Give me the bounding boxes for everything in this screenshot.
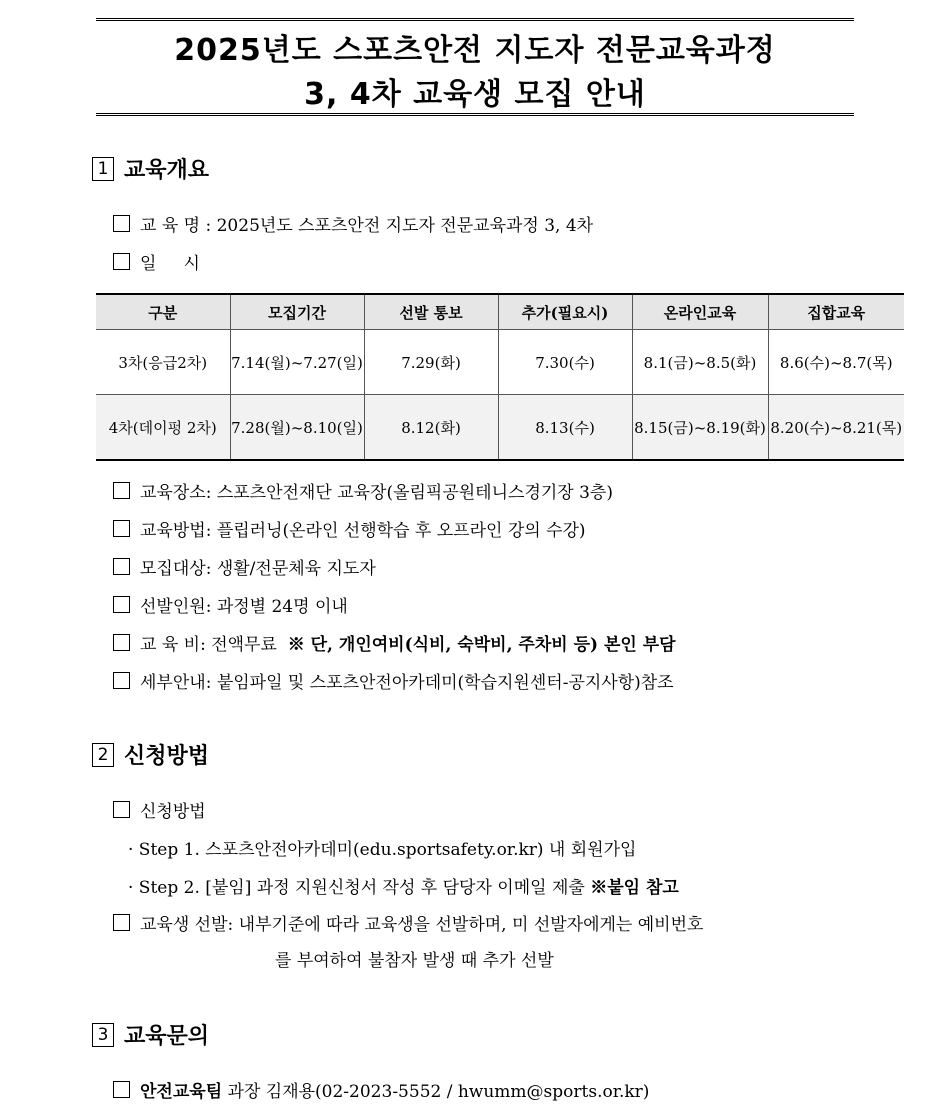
table-cell: 8.12(화) [364,395,498,461]
apply-step-1: · Step 1. 스포츠안전아카데미(edu.sportsafety.or.kr) 내 회원가입 [128,840,637,860]
table-header-cell: 모집기간 [230,294,364,330]
table-cell: 7.29(화) [364,330,498,395]
table-row [96,330,904,395]
overview-schedule-label: 일 시 [140,254,200,274]
detail-line-quota [113,592,348,617]
table-cell: 8.20(수)~8.21(목) [768,395,904,461]
detail-line-info [113,668,674,693]
table-cell: 8.1(금)~8.5(화) [632,330,768,395]
section-heading-contact [92,1019,209,1050]
selection-line [113,910,703,935]
detail-line-venue [113,478,613,503]
table-cell: 8.13(수) [498,395,632,461]
detail-text: 세부안내: 붙임파일 및 스포츠안전아카데미(학습지원센터-공지사항)참조 [140,673,674,693]
schedule-table [96,293,904,461]
contact-line [113,1077,649,1102]
table-header-cell: 선발 통보 [364,294,498,330]
overview-name-value: : 2025년도 스포츠안전 지도자 전문교육과정 3, 4차 [205,216,594,236]
checkbox-square-icon [113,1081,130,1098]
table-cell: 4차(데이펑 2차) [96,395,230,461]
contact-team: 안전교육팀 [140,1082,223,1102]
apply-method-label: 신청방법 [140,802,206,822]
overview-name-label: 교 육 명 [140,216,201,236]
detail-line-fee [113,630,676,655]
checkbox-square-icon [113,672,130,689]
detail-fee-note: ※ 단, 개인여비(식비, 숙박비, 주차비 등) 본인 부담 [287,635,676,655]
section-heading-apply [92,739,209,770]
section-number: 1 [92,157,114,181]
detail-text: 선발인원: 과정별 24명 이내 [140,597,348,617]
table-header-cell: 추가(필요시) [498,294,632,330]
section-heading-overview [92,153,209,184]
apply-method-line [113,797,206,822]
document-title [96,18,854,116]
table-header-cell: 구분 [96,294,230,330]
checkbox-square-icon [113,482,130,499]
detail-line-target [113,554,376,579]
checkbox-square-icon [113,914,130,931]
title-line-2: 3, 4차 교육생 모집 안내 [304,77,646,112]
checkbox-square-icon [113,634,130,651]
section-number: 3 [92,1023,114,1047]
checkbox-square-icon [113,596,130,613]
table-header-cell: 온라인교육 [632,294,768,330]
section-title: 신청방법 [124,744,210,769]
overview-schedule-line [113,249,200,274]
contact-text: 과장 김재용(02-2023-5552 / hwumm@sports.or.kr) [227,1082,650,1102]
table-header-row [96,294,904,330]
apply-step-2 [128,873,679,898]
detail-text: 교 육 비: 전액무료 [140,635,277,655]
selection-text-1: 교육생 선발: 내부기준에 따라 교육생을 선발하며, 미 선발자에게는 예비번호 [140,915,704,935]
apply-step-2-note: ※붙임 참고 [590,878,679,898]
apply-step-2-text: · Step 2. [붙임] 과정 지원신청서 작성 후 담당자 이메일 제출 [128,878,585,898]
detail-text: 모집대상: 생활/전문체육 지도자 [140,559,376,579]
table-cell: 7.14(월)~7.27(일) [230,330,364,395]
section-title: 교육문의 [124,1024,210,1049]
selection-text-2: 를 부여하여 불참자 발생 때 추가 선발 [275,951,554,971]
detail-text: 교육장소: 스포츠안전재단 교육장(올림픽공원테니스경기장 3층) [140,483,613,503]
table-cell: 7.28(월)~8.10(일) [230,395,364,461]
detail-text: 교육방법: 플립러닝(온라인 선행학습 후 오프라인 강의 수강) [140,521,586,541]
table-cell: 7.30(수) [498,330,632,395]
title-line-1: 2025년도 스포츠안전 지도자 전문교육과정 [174,33,776,68]
checkbox-square-icon [113,801,130,818]
checkbox-square-icon [113,558,130,575]
section-number: 2 [92,743,114,767]
table-cell: 3차(응급2차) [96,330,230,395]
table-cell: 8.15(금)~8.19(화) [632,395,768,461]
checkbox-square-icon [113,215,130,232]
overview-name-line [113,211,593,236]
checkbox-square-icon [113,253,130,270]
table-row [96,395,904,461]
table-header-cell: 집합교육 [768,294,904,330]
checkbox-square-icon [113,520,130,537]
section-title: 교육개요 [124,158,210,183]
detail-line-method [113,516,586,541]
table-cell: 8.6(수)~8.7(목) [768,330,904,395]
